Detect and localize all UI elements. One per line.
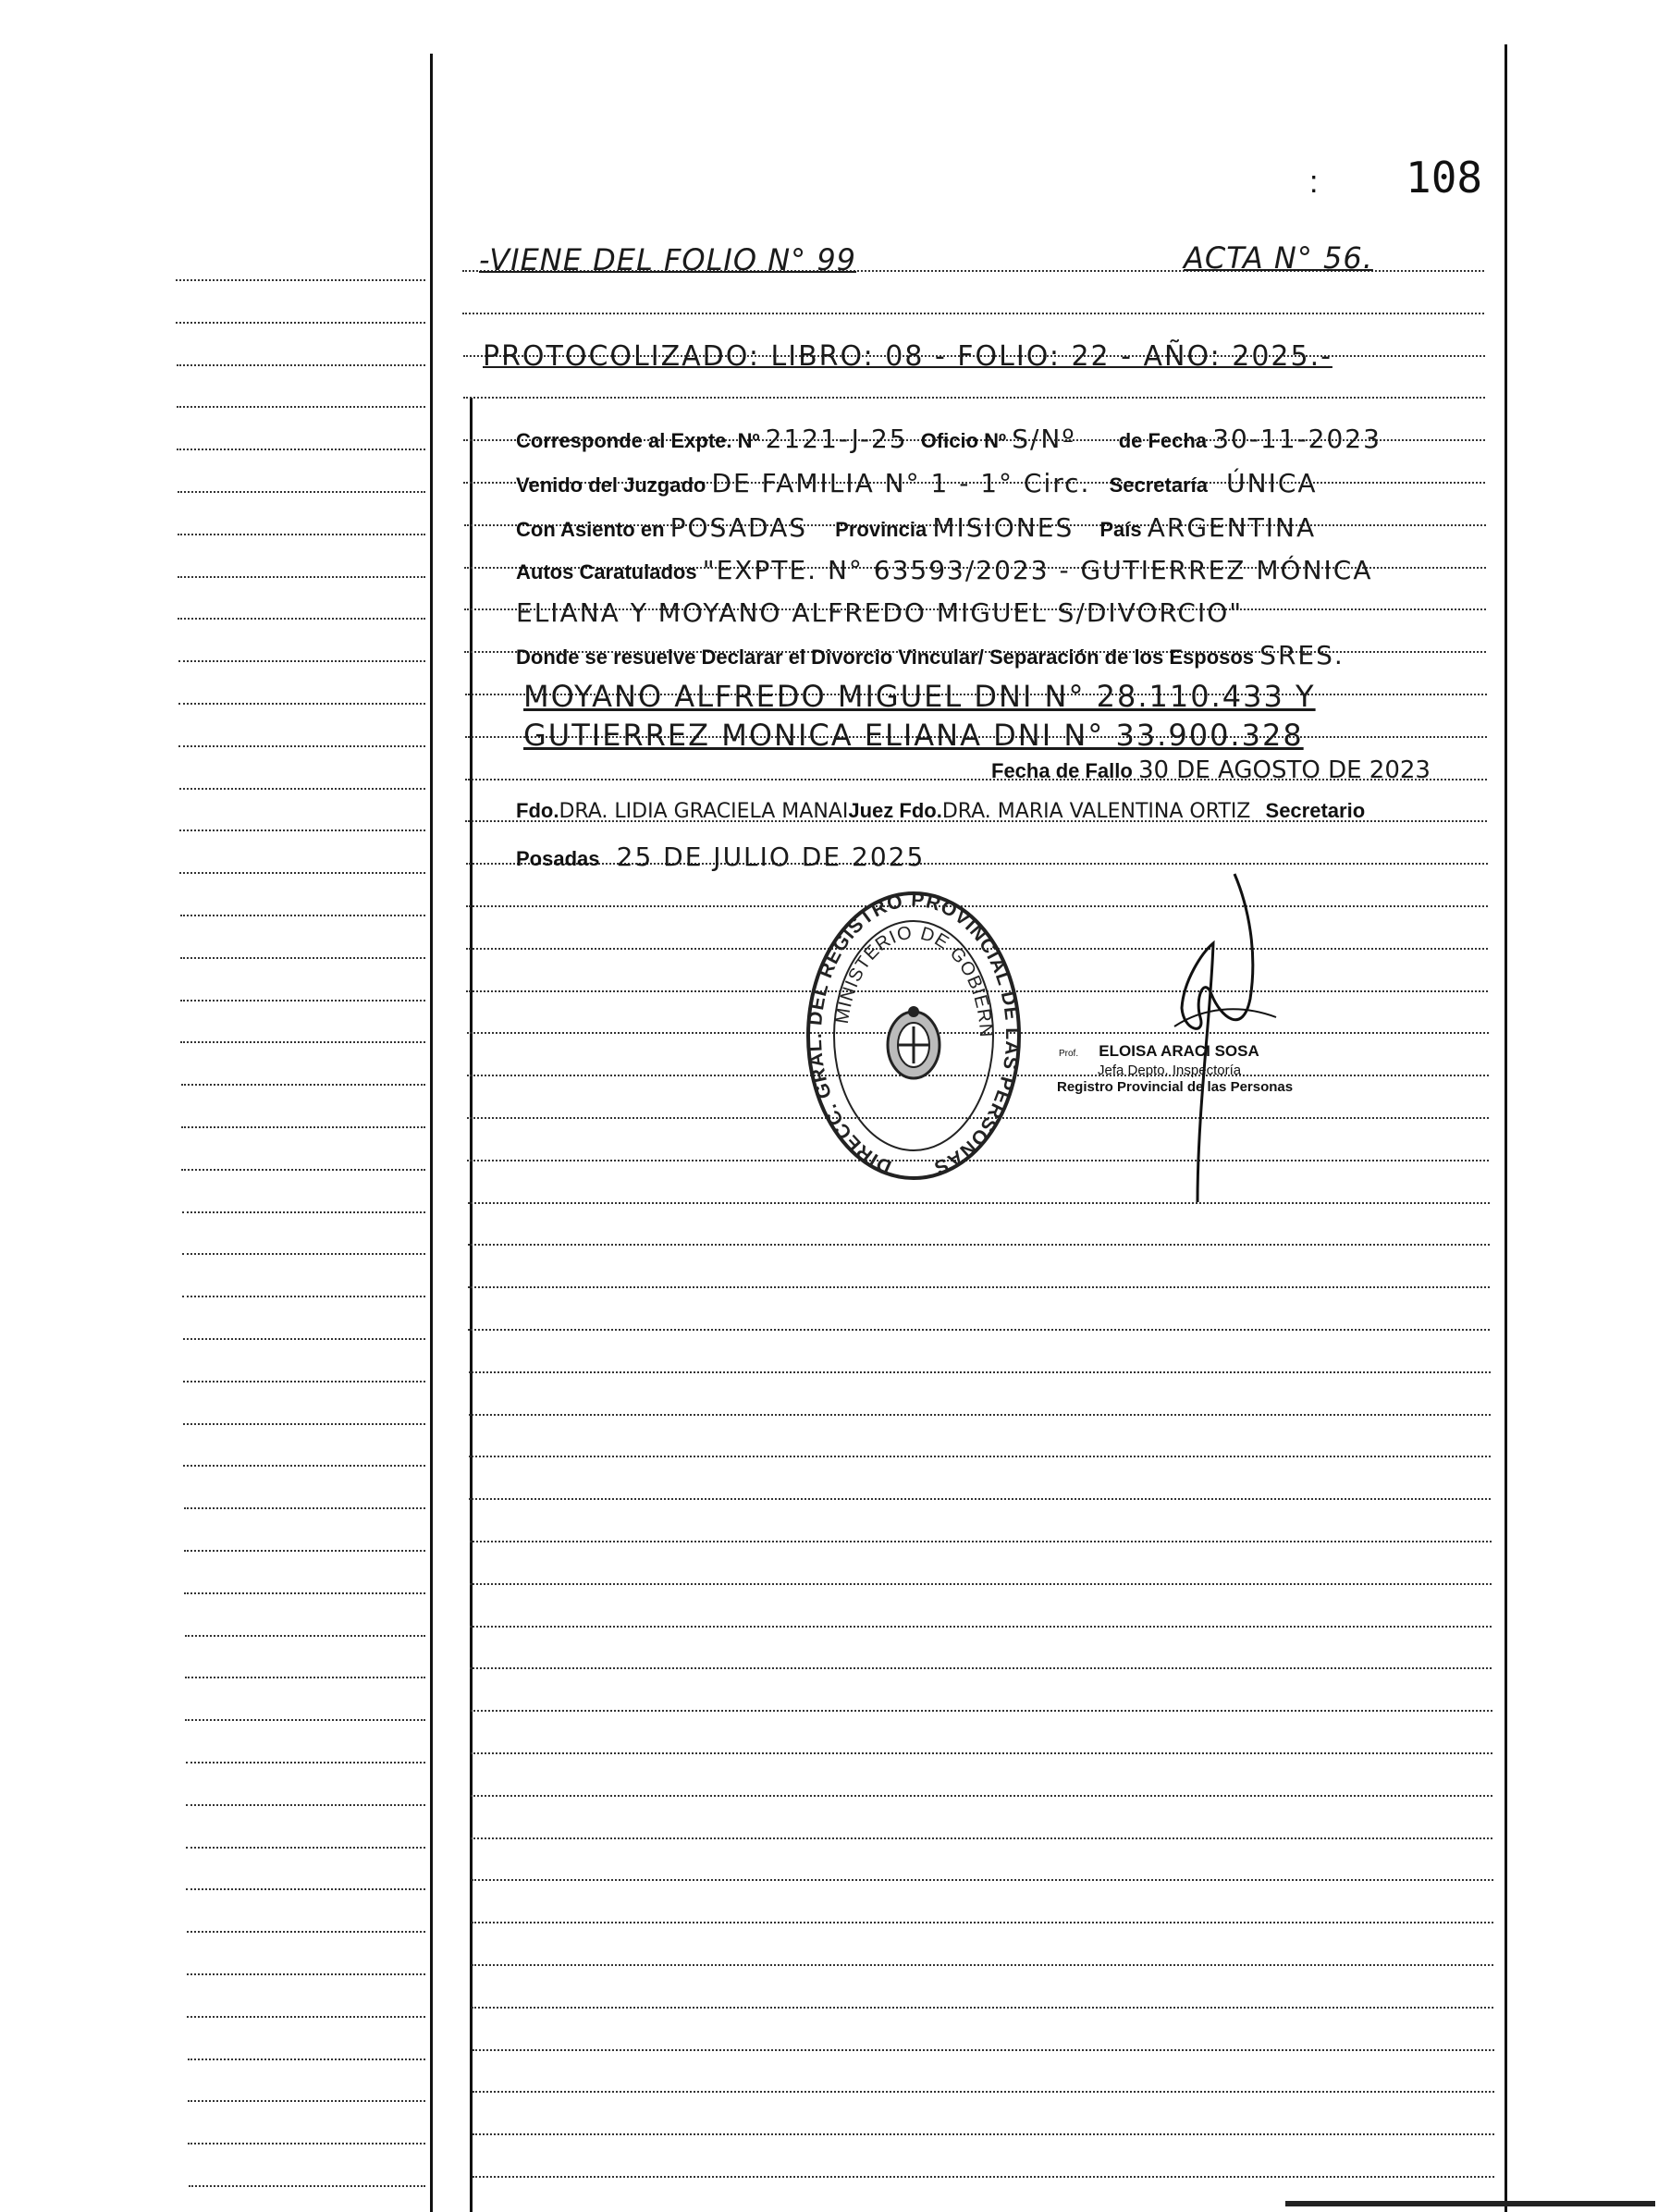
posadas-value: 25 DE JULIO DE 2025 <box>616 842 926 872</box>
margin-rule-line <box>188 2058 425 2060</box>
provincia-label: Provincia <box>835 518 927 541</box>
margin-rule-line <box>182 1211 425 1213</box>
asiento-value: POSADAS <box>669 512 808 543</box>
margin-rule-line <box>187 2016 425 2018</box>
margin-rule-line <box>188 2143 425 2144</box>
margin-rule-line <box>184 1550 425 1552</box>
page-rule-line <box>462 313 1484 314</box>
margin-rule-line <box>183 1381 425 1382</box>
page-mark: : <box>1309 165 1319 200</box>
page-rule-line <box>470 1626 1492 1628</box>
margin-rule-line <box>185 1635 425 1637</box>
fdo-label: Fdo. <box>516 799 559 822</box>
row-expte <box>516 424 1382 454</box>
margin-rule-line <box>178 534 425 535</box>
juzgado-label: Venido del Juzgado <box>516 473 706 497</box>
page-rule-line <box>470 1541 1492 1542</box>
pais-value: ARGENTINA <box>1147 512 1317 543</box>
margin-rule-line <box>186 1804 425 1806</box>
secretaria-value: ÚNICA <box>1226 468 1318 498</box>
juzgado-value: DE FAMILIA N° 1 - 1° Circ. <box>711 468 1091 498</box>
bottom-edge-bar <box>1285 2201 1655 2206</box>
signatory-office: Registro Provincial de las Personas <box>1057 1079 1294 1095</box>
seal-inner-text: MINISTERIO DE GOBIERN <box>831 922 997 1039</box>
donde-value: SRES. <box>1259 640 1345 670</box>
page-rule-line <box>471 1837 1492 1839</box>
page-rule-line <box>468 1329 1490 1331</box>
secretario-label: Secretario <box>1265 799 1366 822</box>
row-asiento <box>516 512 1316 543</box>
esposo-2: GUTIERREZ MONICA ELIANA DNI N° 33.900.328 <box>523 718 1304 753</box>
fallo-value: 30 DE AGOSTO DE 2023 <box>1137 756 1431 784</box>
secretaria-label: Secretaría <box>1109 473 1209 497</box>
page-rule-line <box>468 1244 1490 1246</box>
page-rule-line <box>469 1456 1491 1457</box>
margin-line <box>470 398 473 2212</box>
margin-rule-line <box>181 1084 425 1086</box>
juez-value: DRA. LIDIA GRACIELA MANAI <box>559 800 849 823</box>
oficio-label: Oficio Nº <box>920 429 1007 452</box>
margin-rule-line <box>181 1126 425 1128</box>
margin-rule-line <box>180 1041 425 1043</box>
page-rule-line <box>473 2049 1494 2051</box>
protocolizado-line: PROTOCOLIZADO: LIBRO: 08 - FOLIO: 22 - AÑO: 2025.- <box>483 340 1333 373</box>
page-rule-line <box>471 1752 1492 1754</box>
page-rule-line <box>469 1371 1491 1373</box>
margin-rule-line <box>178 618 425 620</box>
margin-rule-line <box>184 1507 425 1509</box>
fdo2-label: Fdo. <box>899 799 942 822</box>
signatory-stamp <box>1059 1043 1293 1096</box>
margin-rule-line <box>178 576 425 578</box>
autos-label: Autos Caratulados <box>516 560 697 584</box>
margin-rule-line <box>176 322 425 324</box>
expte-label: Corresponde al Expte. Nº <box>516 429 760 452</box>
row-donde <box>516 640 1345 670</box>
margin-rule-line <box>178 660 425 662</box>
margin-rule-line <box>183 1338 426 1340</box>
row-firmas <box>516 799 1365 823</box>
fecha-label: de Fecha <box>1118 429 1208 452</box>
page-rule-line <box>470 1667 1492 1669</box>
margin-rule-line <box>187 1973 425 1975</box>
margin-rule-line <box>176 279 425 281</box>
page-rule-line <box>471 1795 1492 1797</box>
margin-rule-line <box>183 1465 425 1467</box>
margin-rule-line <box>186 1888 425 1890</box>
margin-rule-line <box>187 1931 425 1933</box>
signatory-name: ELOISA ARACI SOSA <box>1099 1042 1259 1060</box>
asiento-label: Con Asiento en <box>516 518 665 541</box>
margin-rule-line <box>185 1719 425 1721</box>
margin-rule-line <box>178 491 426 493</box>
seal-graphic <box>803 888 1025 1184</box>
page-rule-line <box>469 1414 1491 1416</box>
margin-rule-line <box>185 1677 425 1678</box>
margin-rule-line <box>182 1253 425 1255</box>
page-number: 108 <box>1406 153 1483 203</box>
page-rule-line <box>468 1202 1490 1204</box>
margin-rule-line <box>182 1296 425 1297</box>
margin-rule-line <box>179 830 425 831</box>
margin-rule-line <box>180 957 425 959</box>
left-border-line <box>430 54 433 2212</box>
signatory-prefix: Prof. <box>1059 1049 1079 1059</box>
expte-value: 2121-J-25 <box>765 424 908 454</box>
posadas-label: Posadas <box>516 847 600 870</box>
page-rule-line <box>472 1879 1493 1881</box>
margin-rule-line <box>180 1000 425 1002</box>
fecha-value: 30-11-2023 <box>1212 424 1382 454</box>
row-autos <box>516 555 1373 585</box>
acta-number: ACTA N° 56. <box>1184 240 1373 276</box>
autos-value-2: ELIANA Y MOYANO ALFREDO MIGUEL S/DIVORCIO" <box>516 597 1244 628</box>
viene-del-folio: -VIENE DEL FOLIO N° 99 <box>479 242 857 277</box>
margin-rule-line <box>178 703 425 705</box>
margin-rule-line <box>183 1423 425 1425</box>
esposo-1: MOYANO ALFREDO MIGUEL DNI N° 28.110.433 Y <box>523 679 1316 714</box>
row-esposo-2 <box>523 718 1304 753</box>
right-border-line <box>1504 44 1507 2212</box>
row-posadas <box>516 842 925 872</box>
fallo-label: Fecha de Fallo <box>991 759 1133 782</box>
margin-rule-line <box>188 2100 425 2102</box>
juez-label: Juez <box>848 799 894 822</box>
page-rule-line <box>470 1583 1492 1585</box>
page-rule-line <box>473 2133 1494 2135</box>
secretario-value: DRA. MARIA VALENTINA ORTIZ <box>941 800 1251 823</box>
oficio-value: S/Nº <box>1012 424 1076 454</box>
margin-rule-line <box>186 1847 425 1849</box>
row-autos-cont <box>516 597 1243 628</box>
page-rule-line <box>471 1710 1492 1712</box>
page-rule-line <box>472 1964 1493 1966</box>
page-rule-line <box>473 2091 1494 2093</box>
page-rule-line <box>469 1498 1491 1500</box>
margin-rule-line <box>179 788 425 790</box>
page-rule-line <box>468 1286 1490 1288</box>
autos-value-1: "EXPTE. N° 63593/2023 - GUTIERREZ MÓNICA <box>702 555 1373 585</box>
margin-rule-line <box>177 406 425 408</box>
page-rule-line <box>463 397 1485 399</box>
signatory-role: Jefa Depto. Inspectoría <box>1098 1063 1242 1078</box>
row-esposo-1 <box>523 679 1316 714</box>
donde-label: Donde se resuelve Declarar el Divorcio Vincular/ Separación de los Esposos <box>516 645 1255 669</box>
provincia-value: MISIONES <box>932 512 1075 543</box>
margin-rule-line <box>177 449 425 450</box>
margin-rule-line <box>189 2185 426 2187</box>
margin-rule-line <box>179 872 425 874</box>
row-juzgado <box>516 468 1318 498</box>
margin-rule-line <box>186 1762 426 1763</box>
margin-rule-line <box>181 1169 425 1171</box>
pais-label: País <box>1099 518 1142 541</box>
page-rule-line <box>472 2007 1493 2009</box>
margin-rule-line <box>178 745 425 747</box>
page-rule-line <box>472 1922 1493 1923</box>
official-seal <box>803 888 1025 1188</box>
row-fallo <box>991 756 1431 784</box>
page-rule-line <box>473 2176 1494 2178</box>
seal-outer-text: DIRECC. GRAL. DEL REGISTRO PROVINCIAL DE LAS PERSONAS <box>804 889 1024 1179</box>
margin-rule-line <box>180 915 426 916</box>
margin-rule-line <box>184 1592 425 1594</box>
margin-rule-line <box>177 364 425 366</box>
coat-of-arms-icon <box>888 1006 940 1078</box>
